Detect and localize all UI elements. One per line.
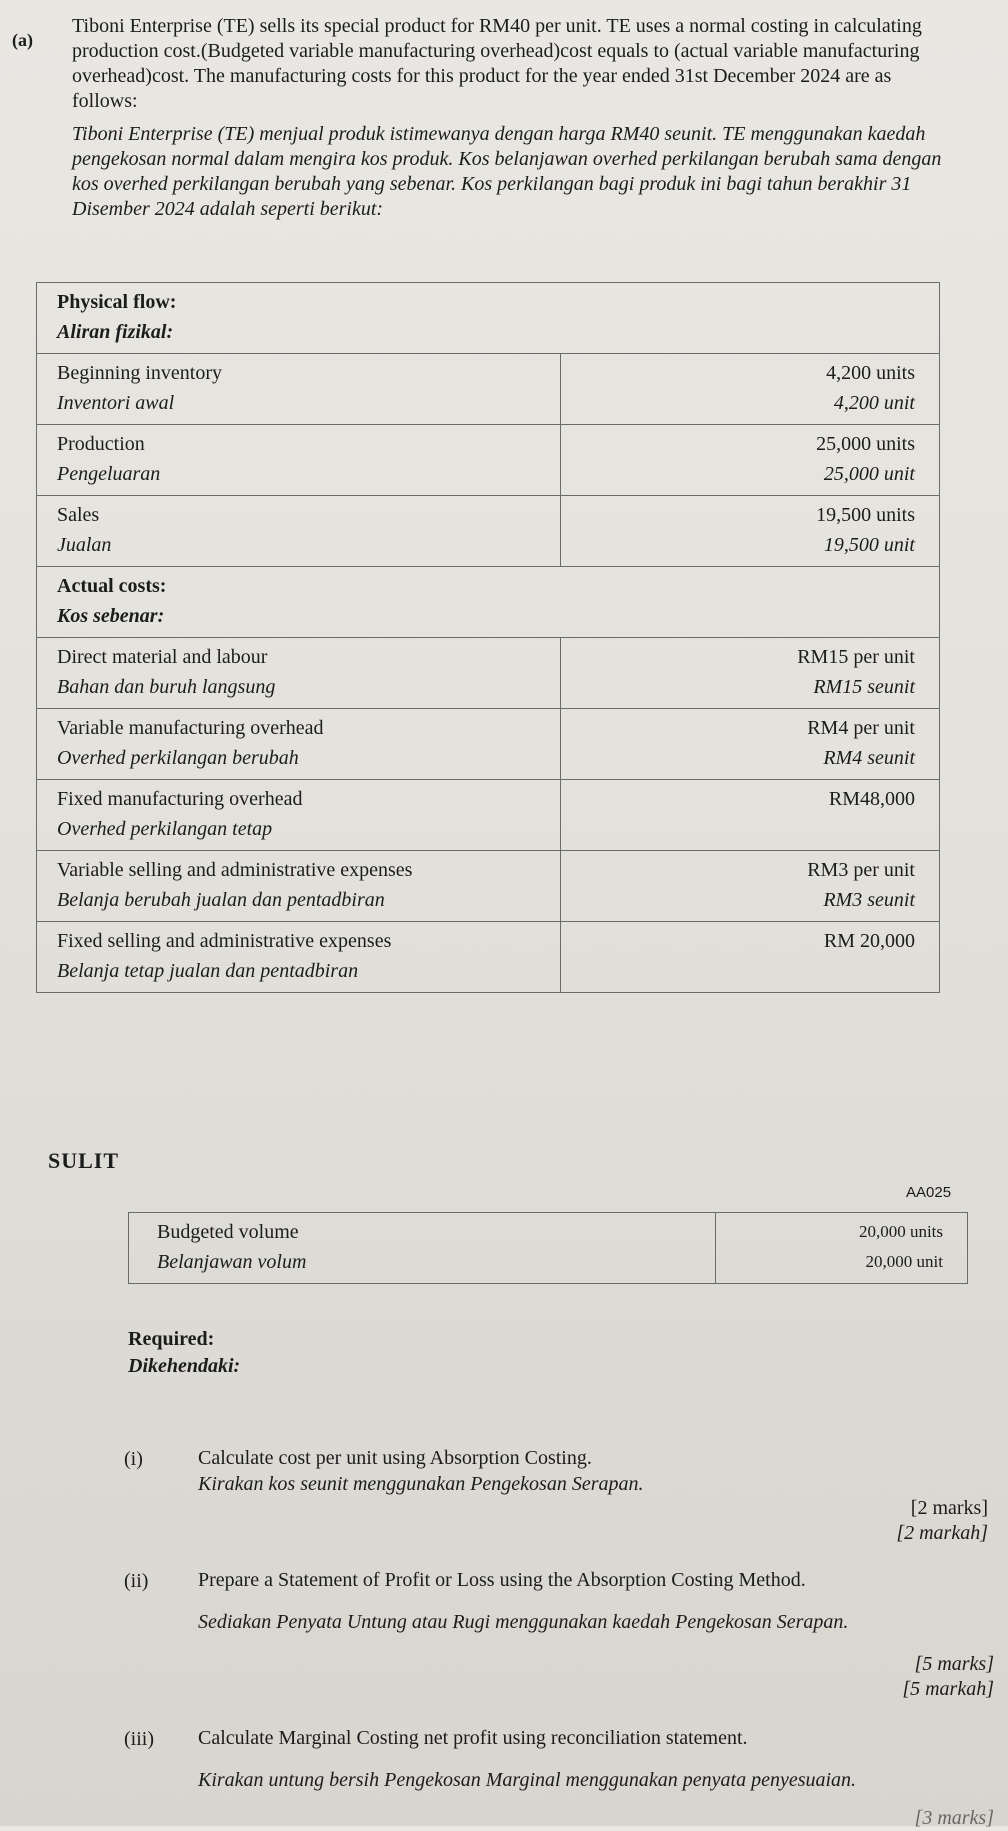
row-value-ms: RM3 seunit [823, 889, 915, 911]
physical-flow-title-ms: Aliran fizikal: [57, 321, 174, 343]
row-value-ms: RM4 seunit [823, 747, 915, 769]
sulit-label: SULIT [48, 1148, 120, 1173]
table-row [37, 638, 940, 709]
cost-table [36, 282, 940, 993]
actual-costs-title: Actual costs: [57, 575, 167, 597]
row-label: Fixed manufacturing overhead [57, 788, 303, 810]
paper-code: AA025 [906, 1184, 952, 1201]
row-value: 4,200 units [826, 362, 915, 384]
question-number: (i) [124, 1448, 143, 1470]
actual-costs-header [37, 567, 940, 638]
row-value: 20,000 units [858, 1222, 943, 1241]
table-row [37, 496, 940, 567]
question-label: (a) [12, 30, 33, 50]
row-label-ms: Jualan [57, 534, 112, 556]
required-title-ms: Dikehendaki: [128, 1355, 241, 1377]
question-number: (ii) [124, 1570, 149, 1592]
row-value: 25,000 units [816, 433, 915, 455]
row-label: Budgeted volume [157, 1221, 299, 1243]
question-text-ms: Sediakan Penyata Untung atau Rugi menggunakan kaedah Pengekosan Serapan. [198, 1611, 849, 1633]
question-text: Calculate cost per unit using Absorption Costing. [198, 1447, 592, 1469]
question-text: Prepare a Statement of Profit or Loss using the Absorption Costing Method. [198, 1569, 806, 1591]
budget-table [128, 1212, 968, 1284]
question-number: (iii) [124, 1728, 154, 1750]
row-value-ms: 25,000 unit [823, 463, 915, 485]
required-title: Required: [128, 1328, 215, 1350]
row-label: Variable manufacturing overhead [57, 717, 324, 739]
row-label: Sales [57, 504, 100, 526]
table-row [129, 1213, 968, 1284]
row-label: Fixed selling and administrative expenses [57, 930, 392, 952]
row-value: RM4 per unit [807, 717, 915, 739]
table-row [37, 780, 940, 851]
row-label-ms: Pengeluaran [57, 463, 161, 485]
row-value-ms: 4,200 unit [833, 392, 915, 414]
row-label: Production [57, 433, 145, 455]
table-row [37, 354, 940, 425]
row-label: Beginning inventory [57, 362, 222, 384]
row-label-ms: Belanja tetap jualan dan pentadbiran [57, 960, 359, 982]
intro-english: Tiboni Enterprise (TE) sells its special product for RM40 per unit. TE uses a normal costing in calculating production cost.(Budgeted variable manufacturing overhead)cost equals to (actual variable manufacturing overhead)cost. The manufacturing costs for this product for the year ended 31st December 2024 are as follows: [72, 15, 922, 112]
row-label-ms: Overhed perkilangan berubah [57, 747, 299, 769]
marks: [2 marks] [910, 1497, 988, 1519]
actual-costs-title-ms: Kos sebenar: [57, 605, 165, 627]
row-value: RM48,000 [828, 788, 915, 810]
question-text-ms: Kirakan kos seunit menggunakan Pengekosan Serapan. [198, 1473, 644, 1495]
marks: [3 marks] [914, 1807, 994, 1829]
row-label: Variable selling and administrative expenses [57, 859, 413, 881]
question-text-ms: Kirakan untung bersih Pengekosan Marginal menggunakan penyata penyesuaian. [198, 1769, 857, 1791]
marks-ms: [2 markah] [896, 1522, 988, 1544]
row-label-ms: Overhed perkilangan tetap [57, 818, 273, 840]
marks-ms: [5 markah] [902, 1678, 994, 1700]
table-row [37, 922, 940, 993]
row-label-ms: Bahan dan buruh langsung [57, 676, 276, 698]
row-value: RM 20,000 [823, 930, 915, 952]
question-text: Calculate Marginal Costing net profit using reconciliation statement. [198, 1727, 748, 1749]
row-value: 19,500 units [816, 504, 915, 526]
row-label-ms: Belanja berubah jualan dan pentadbiran [57, 889, 385, 911]
row-label-ms: Belanjawan volum [157, 1251, 307, 1273]
intro-malay: Tiboni Enterprise (TE) menjual produk istimewanya dengan harga RM40 seunit. TE menggunakan kaedah pengekosan normal dalam mengira kos produk. Kos belanjawan overhed perkilangan berubah sama dengan kos overhed perkilangan berubah yang sebenar. Kos perkilangan bagi produk ini bagi tahun berakhir 31 Disember 2024 adalah seperti berikut: [72, 123, 942, 220]
row-value-ms: RM15 seunit [813, 676, 915, 698]
table-row [37, 709, 940, 780]
row-label-ms: Inventori awal [57, 392, 175, 414]
table-row [37, 851, 940, 922]
physical-flow-title: Physical flow: [57, 291, 177, 313]
row-value: RM3 per unit [807, 859, 915, 881]
table-row [37, 425, 940, 496]
physical-flow-header [37, 283, 940, 354]
row-value-ms: 19,500 unit [823, 534, 915, 556]
row-value-ms: 20,000 unit [865, 1252, 943, 1271]
marks: [5 marks] [914, 1653, 994, 1675]
row-value: RM15 per unit [797, 646, 915, 668]
row-label: Direct material and labour [57, 646, 268, 668]
